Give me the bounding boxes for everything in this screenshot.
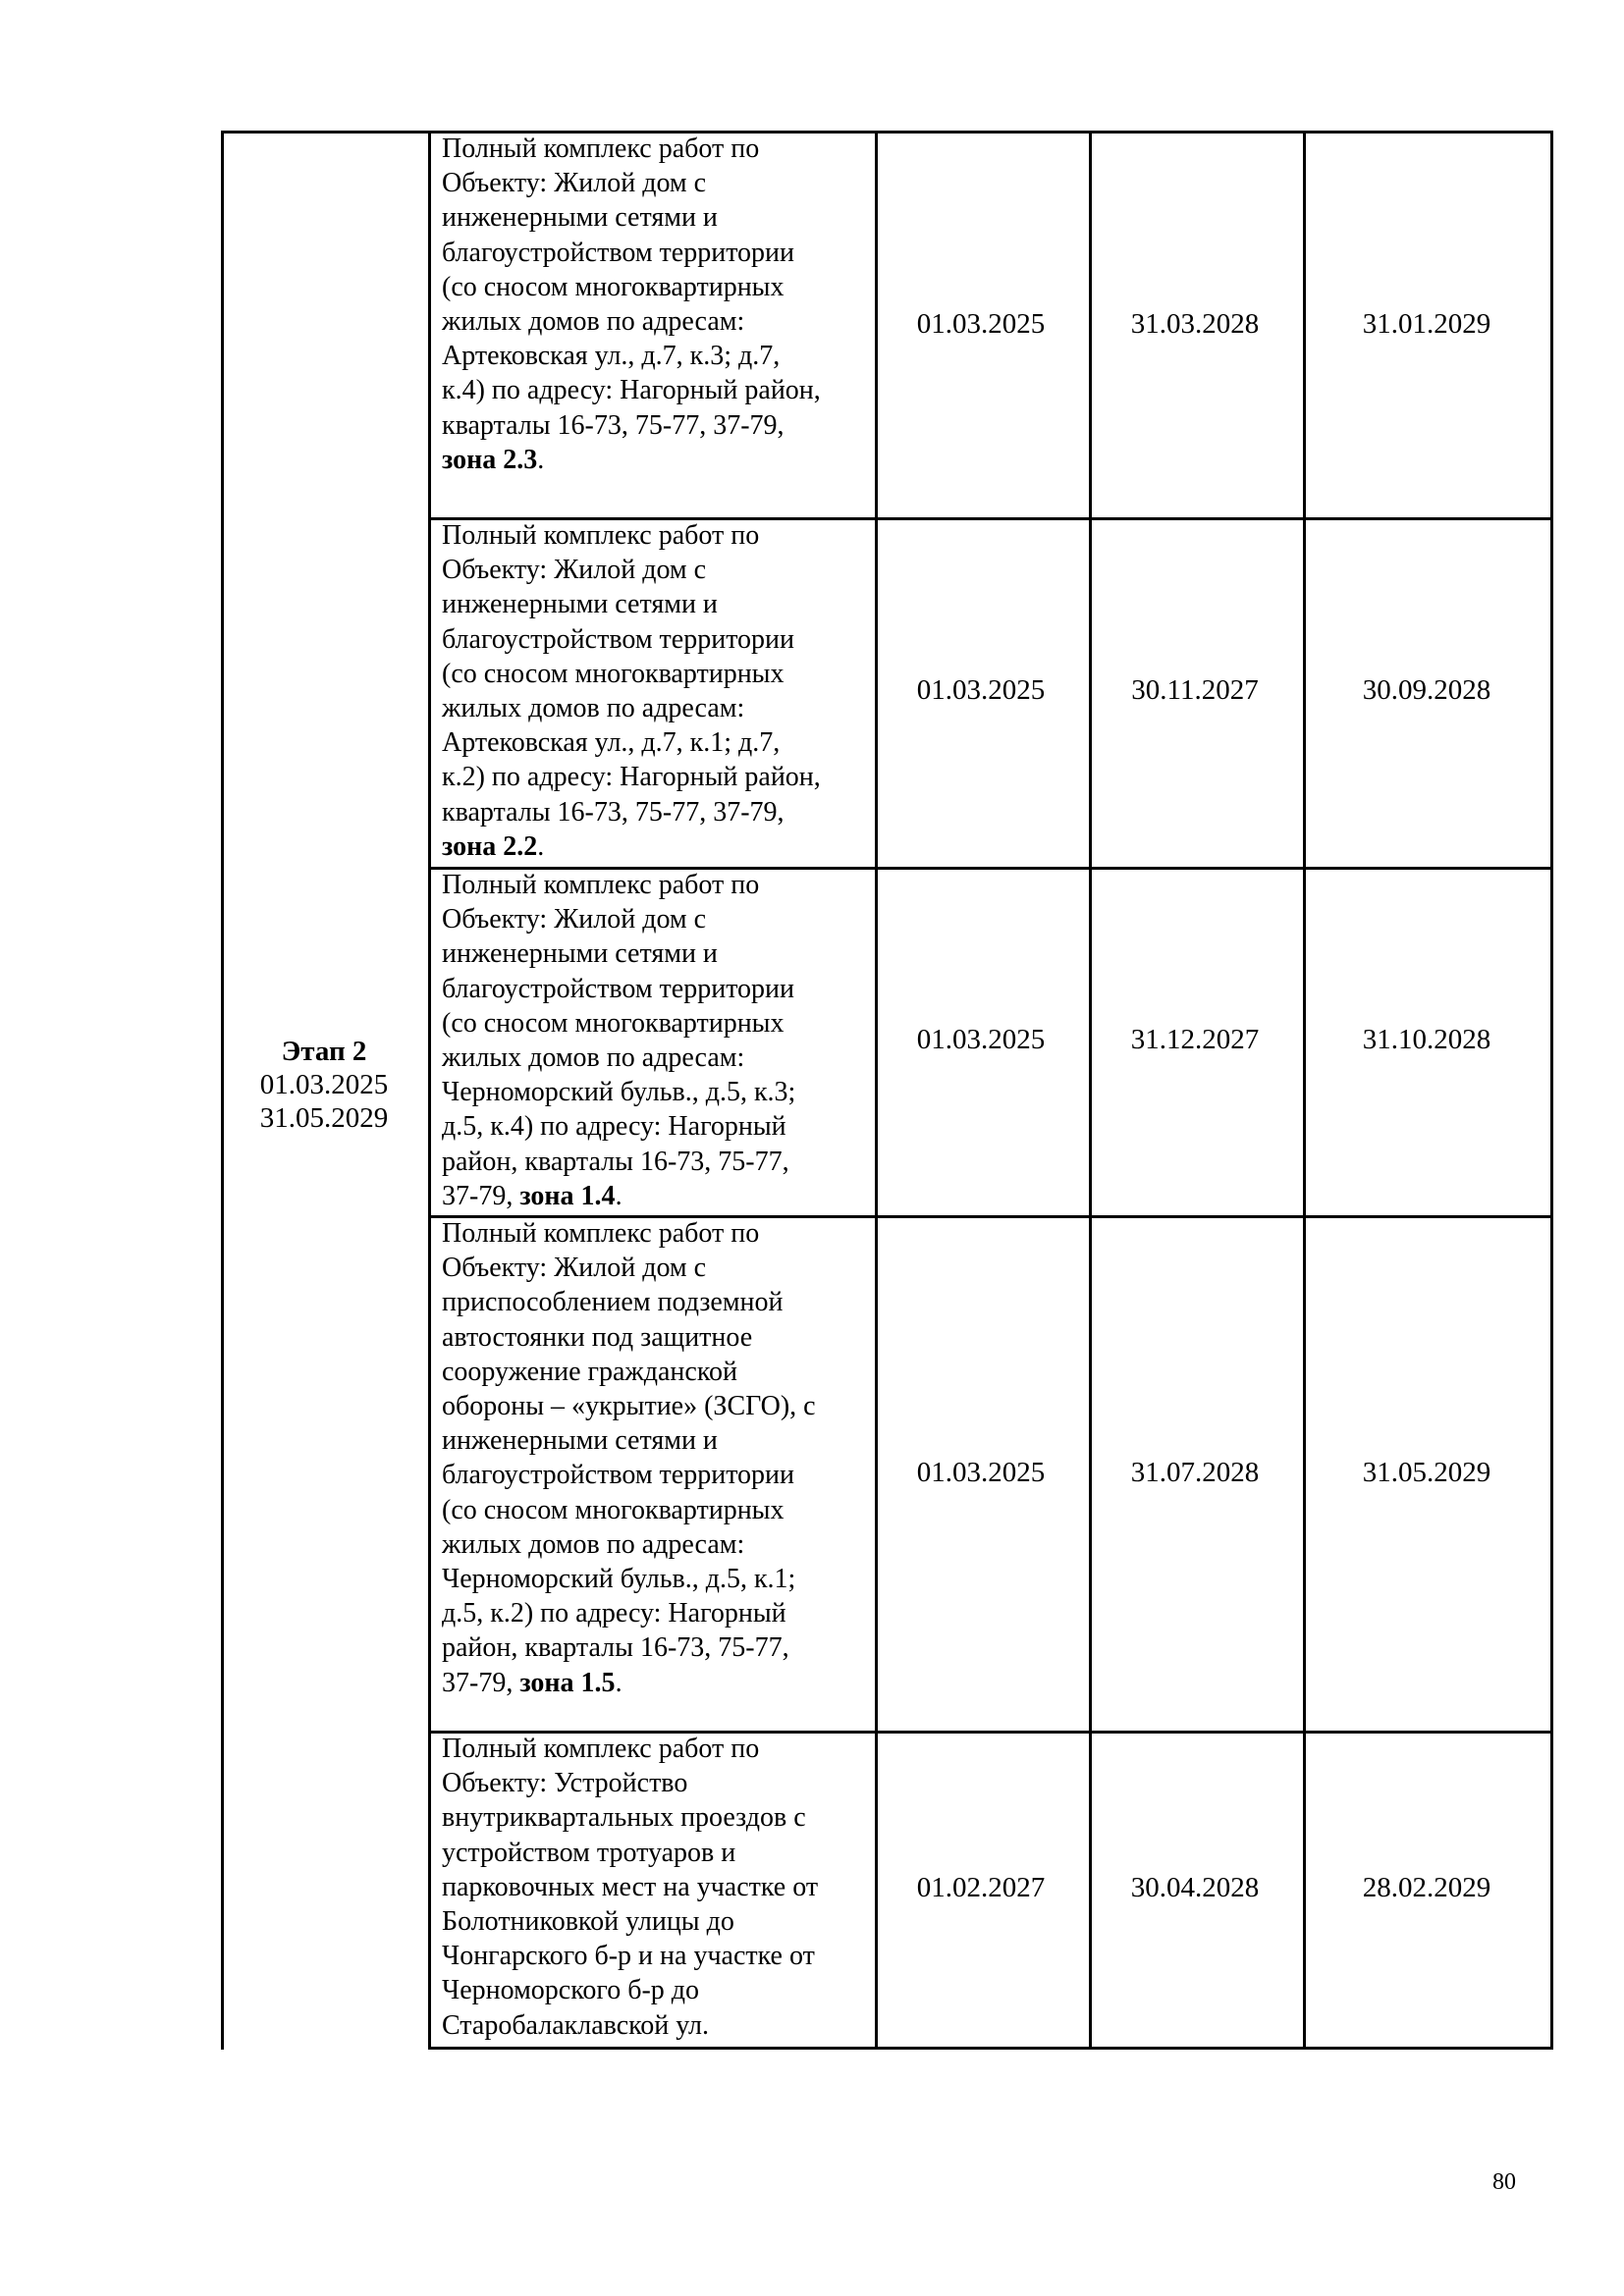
- end-date: 31.10.2028: [1362, 1024, 1491, 1055]
- zone-label: зона 2.3: [442, 444, 538, 475]
- work-description: Полный комплекс работ по Объекту: Жилой дом с инженерными сетями и благоустройством территории (со сносом многоквартирных жилых домов по адресам: Артековская ул., д.7, к.1; д.7, к.2) по адресу: Нагорный район, кварталы 16-73, 75-77, 37-79, зона 2.2.: [442, 520, 821, 862]
- start-date: 01.03.2025: [916, 1457, 1046, 1488]
- zone-label: зона 1.4: [519, 1180, 616, 1211]
- stage-title: Этап 2: [281, 1036, 367, 1067]
- mid-date: 31.07.2028: [1130, 1457, 1260, 1488]
- mid-date: 30.11.2027: [1131, 674, 1259, 706]
- mid-date: 30.04.2028: [1130, 1872, 1260, 1903]
- mid-date: 31.12.2027: [1130, 1024, 1260, 1055]
- start-date: 01.02.2027: [916, 1872, 1046, 1903]
- stage-end-date: 31.05.2029: [259, 1102, 389, 1134]
- mid-date: 31.03.2028: [1130, 308, 1260, 340]
- table-border-right: [1550, 131, 1553, 2050]
- table-border-col3: [1089, 131, 1092, 2050]
- work-description: Полный комплекс работ по Объекту: Устройство внутриквартальных проездов с устройством тротуаров и парковочных мест на участке от Болотниковкой улицы до Чонгарского б-р и на участке от Черноморского б-р до Старобалаклавской ул.: [442, 1734, 819, 2041]
- zone-label: зона 1.5: [519, 1667, 616, 1698]
- start-date: 01.03.2025: [916, 308, 1046, 340]
- work-description: Полный комплекс работ по Объекту: Жилой дом с приспособлением подземной автостоянки под защитное сооружение гражданской обороны – «укрытие» (ЗСГО), с инженерными сетями и благоустройством территории (со сносом многоквартирных жилых домов по адресам: Черноморский бульв., д.5, к.1; д.5, к.2) по адресу: Нагорный район, кварталы 16-73, 75-77, 37-79, зона 1.5.: [442, 1218, 816, 1698]
- end-date: 31.01.2029: [1362, 308, 1491, 340]
- table-border-col4: [1303, 131, 1306, 2050]
- table-border-top: [221, 131, 1553, 133]
- end-date: 28.02.2029: [1362, 1872, 1491, 1903]
- end-date: 31.05.2029: [1362, 1457, 1491, 1488]
- start-date: 01.03.2025: [916, 1024, 1046, 1055]
- work-description: Полный комплекс работ по Объекту: Жилой дом с инженерными сетями и благоустройством территории (со сносом многоквартирных жилых домов по адресам: Черноморский бульв., д.5, к.3; д.5, к.4) по адресу: Нагорный район, кварталы 16-73, 75-77, 37-79, зона 1.4.: [442, 870, 796, 1211]
- start-date: 01.03.2025: [916, 674, 1046, 706]
- zone-label: зона 2.2: [442, 830, 538, 862]
- table-border-col2: [875, 131, 878, 2050]
- work-description: Полный комплекс работ по Объекту: Жилой дом с инженерными сетями и благоустройством территории (со сносом многоквартирных жилых домов по адресам: Артековская ул., д.7, к.3; д.7, к.4) по адресу: Нагорный район, кварталы 16-73, 75-77, 37-79, зона 2.3.: [442, 133, 821, 475]
- end-date: 30.09.2028: [1362, 674, 1491, 706]
- page-number: 80: [1492, 2169, 1516, 2195]
- table-border-col1: [428, 131, 431, 2050]
- stage-cell: [221, 1035, 427, 1135]
- table-border-bottom: [428, 2047, 1553, 2050]
- stage-start-date: 01.03.2025: [259, 1069, 389, 1100]
